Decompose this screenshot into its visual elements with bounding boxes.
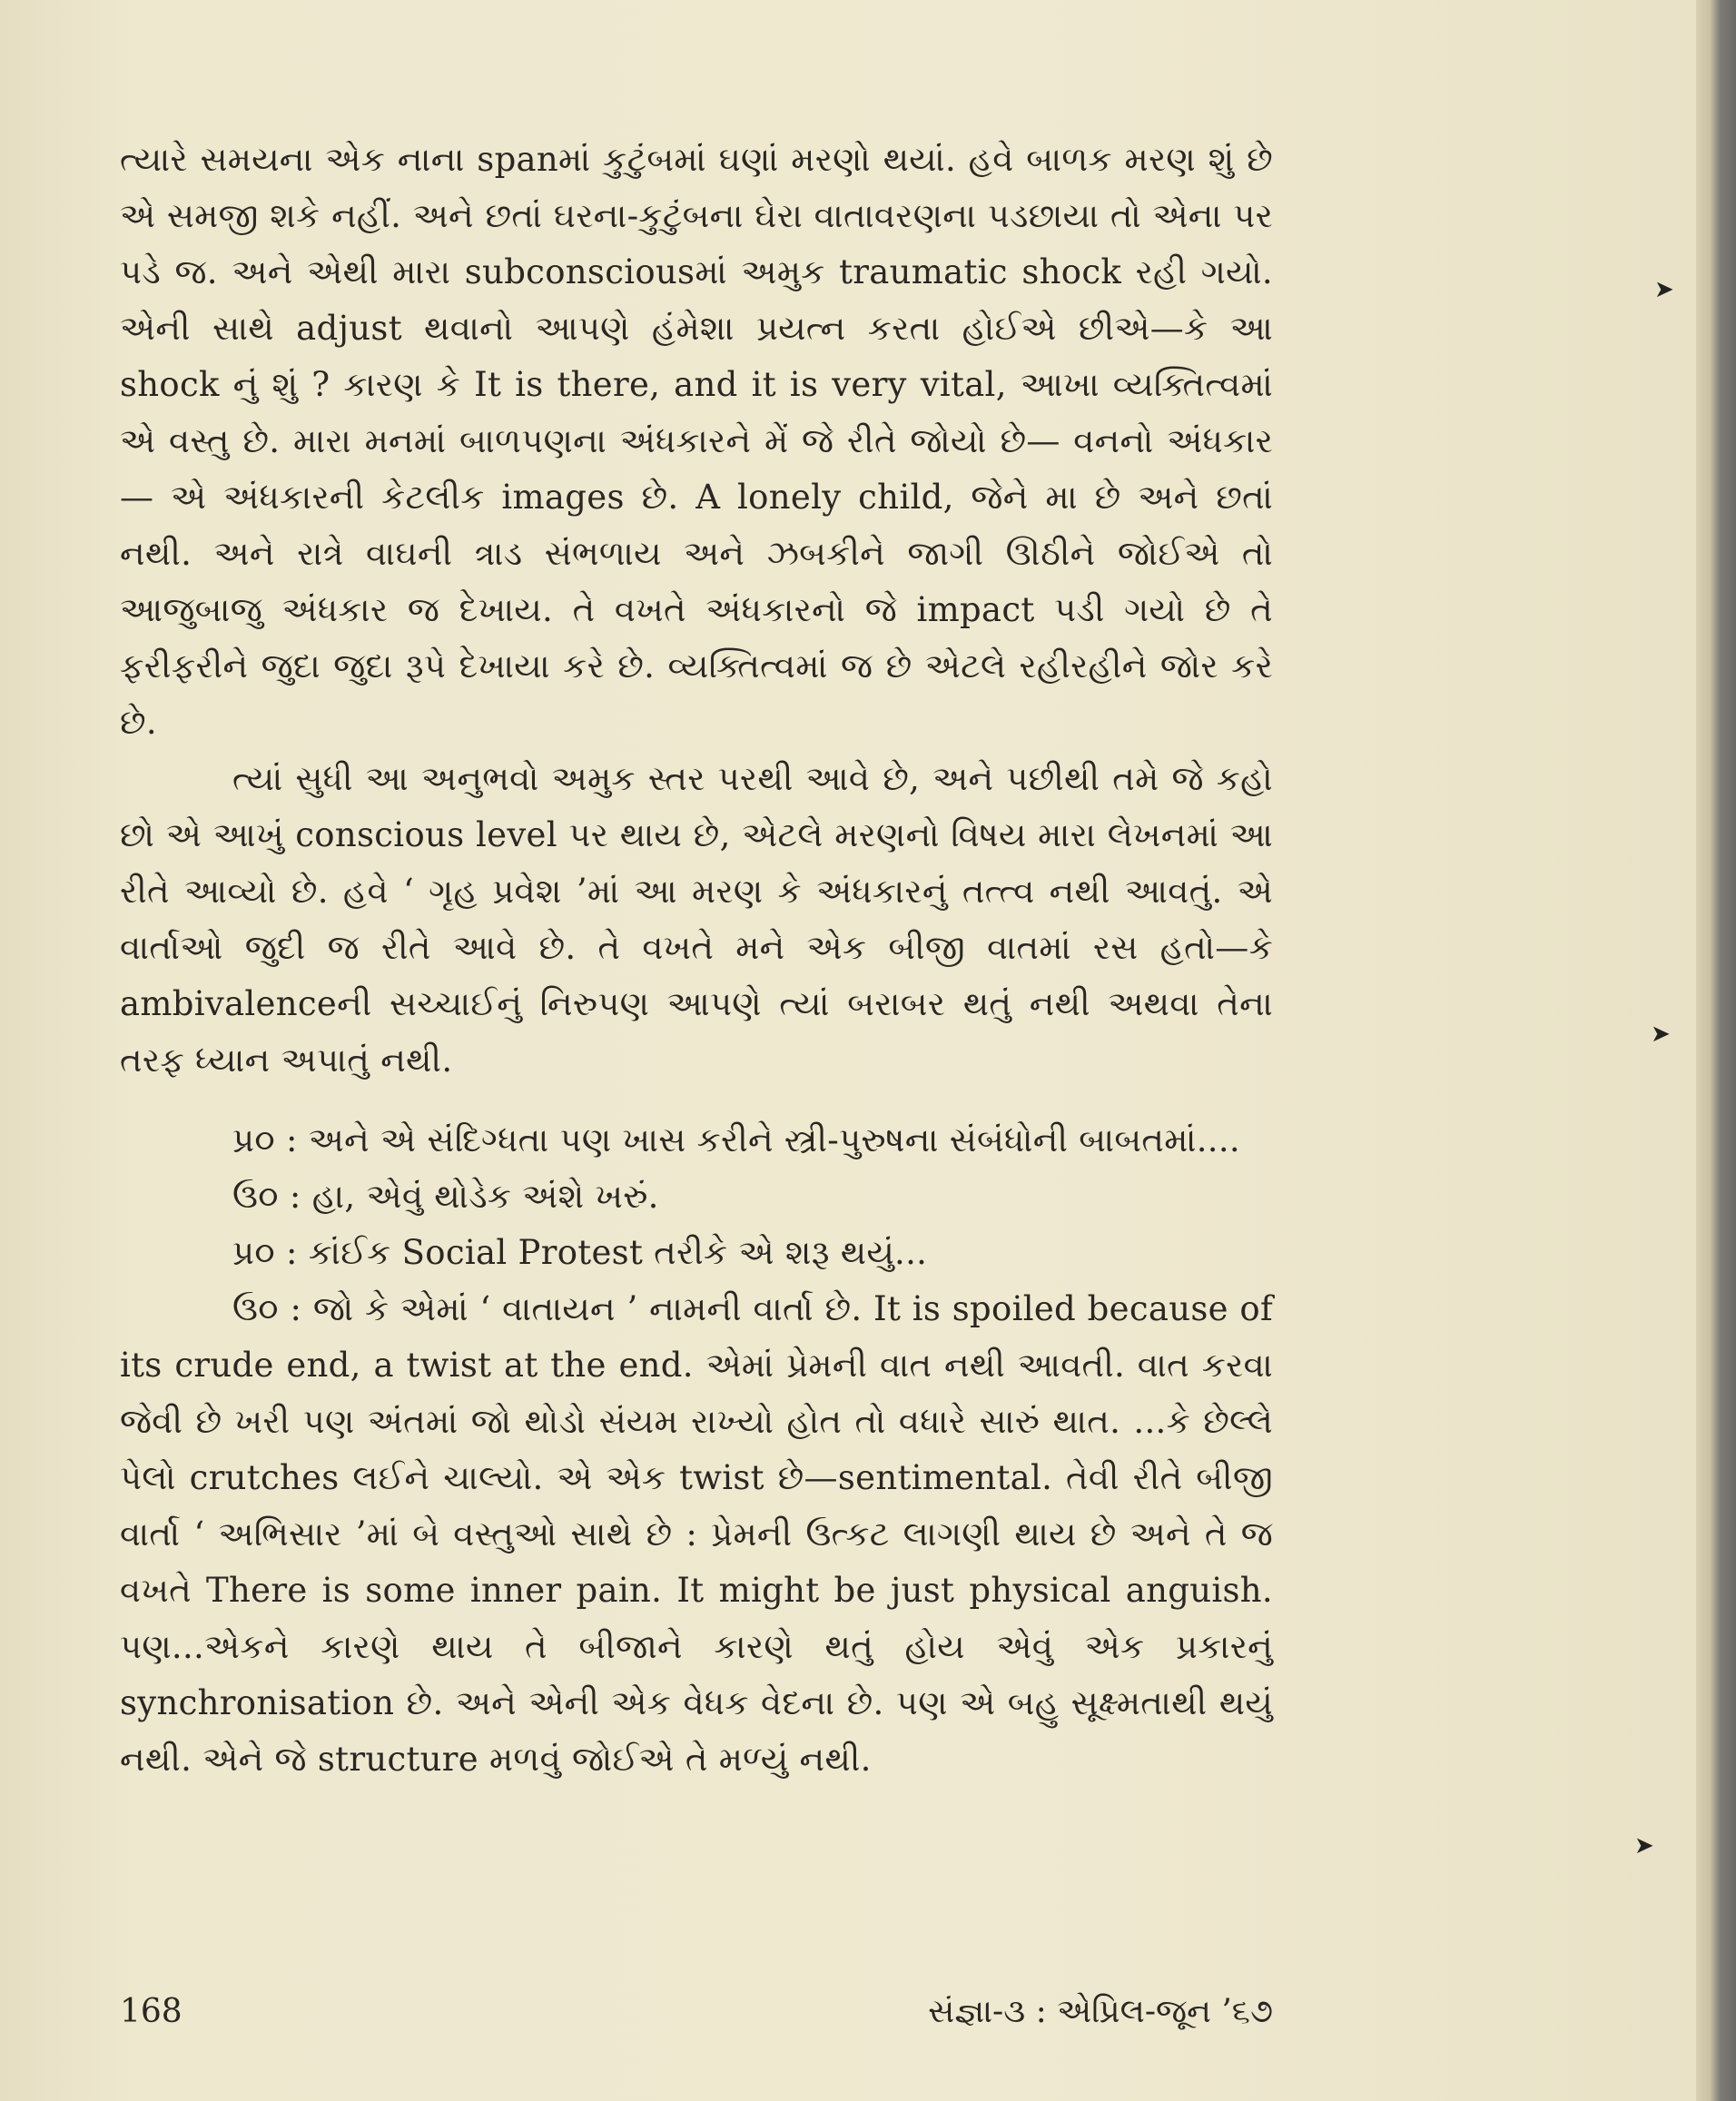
margin-mark: ➤ bbox=[1634, 1832, 1654, 1859]
body-paragraph: ત્યારે સમયના એક નાના spanમાં કુટુંબમાં ઘણાં મરણો થયાં. હવે બાળક મરણ શું છે એ સમજી શકે નહીં. અને છતાં ઘરના-કુટુંબના ઘેરા વાતાવરણના પડછાયા તો એના પર પડે જ. અને એથી મારા subconsciousમાં અમુક traumatic shock રહી ગયો. એની સાથે adjust થવાનો આપણે હંમેશા પ્રયત્ન કરતા હોઈએ છીએ—કે આ shock નું શું ? કારણ કે It is there, and it is very vital, આખા વ્યક્તિત્વમાં એ વસ્તુ છે. મારા મનમાં બાળપણના અંધકારને મેં જે રીતે જોયો છે— વનનો અંધકાર— એ અંધકારની કેટલીક images છે. A lonely child, જેને મા છે અને છતાં નથી. અને રાત્રે વાઘની ત્રાડ સંભળાય અને ઝબકીને જાગી ઊઠીને જોઈએ તો આજુબાજુ અંધકાર જ દેખાય. તે વખતે અંધકારનો જે impact પડી ગયો છે તે ફરીફરીને જુદા જુદા રૂપે દેખાયા કરે છે. વ્યક્તિત્વમાં જ છે એટલે રહીરહીને જોર કરે છે. bbox=[120, 140, 1273, 742]
journal-reference: સંજ્ઞા-૩ : એપ્રિલ-જૂન ’૬૭ bbox=[928, 1993, 1273, 2030]
margin-mark: ➤ bbox=[1651, 1021, 1671, 1048]
answer-paragraph: ઉ૦ : હા, એવું થોડેક અંશે ખરું. bbox=[232, 1177, 659, 1216]
article-body bbox=[120, 132, 1273, 1788]
question-paragraph: પ્ર૦ : અને એ સંદિગ્ધતા પણ ખાસ કરીને સ્ત્રી-પુરુષના સંબંધોની બાબતમાં.... bbox=[232, 1120, 1240, 1159]
question-paragraph: પ્ર૦ : કાંઈક Social Protest તરીકે એ શરૂ થયું... bbox=[232, 1233, 928, 1272]
body-paragraph: ત્યાં સુધી આ અનુભવો અમુક સ્તર પરથી આવે છે, અને પછીથી તમે જે કહો છો એ આખું conscious level પર થાય છે, એટલે મરણનો વિષય મારા લેખનમાં આ રીતે આવ્યો છે. હવે ‘ ગૃહ પ્રવેશ ’માં આ મરણ કે અંધકારનું તત્ત્વ નથી આવતું. એ વાર્તાઓ જુદી જ રીતે આવે છે. તે વખતે મને એક બીજી વાતમાં રસ હતો—કે ambivalenceની સચ્ચાઈનું નિરુપણ આપણે ત્યાં બરાબર થતું નથી અથવા તેના તરફ ધ્યાન અપાતું નથી. bbox=[120, 759, 1273, 1080]
page-edge-shadow bbox=[1696, 0, 1736, 2101]
page-number: 168 bbox=[120, 1993, 182, 2030]
answer-paragraph: ઉ૦ : જો કે એમાં ‘ વાતાયન ’ નામની વાર્તા છે. It is spoiled because of its crude end, a twist at the end. એમાં પ્રેમની વાત નથી આવતી. વાત કરવા જેવી છે ખરી પણ અંતમાં જો થોડો સંયમ રાખ્યો હોત તો વધારે સારું થાત. ...કે છેલ્લે પેલો crutches લઈને ચાલ્યો. એ એક twist છે—sentimental. તેવી રીતે બીજી વાર્તા ‘ અભિસાર ’માં બે વસ્તુઓ સાથે છે : પ્રેમની ઉત્કટ લાગણી થાય છે અને તે જ વખતે There is some inner pain. It might be just physical anguish. પણ...એકને કારણે થાય તે બીજાને કારણે થતું હોય એવું એક પ્રકારનું synchronisation છે. અને એની એક વેધક વેદના છે. પણ એ બહુ સૂક્ષ્મતાથી થયું નથી. એને જે structure મળવું જોઈએ તે મળ્યું નથી. bbox=[120, 1289, 1273, 1779]
margin-mark: ➤ bbox=[1654, 276, 1674, 303]
page-footer bbox=[120, 1985, 1273, 2039]
